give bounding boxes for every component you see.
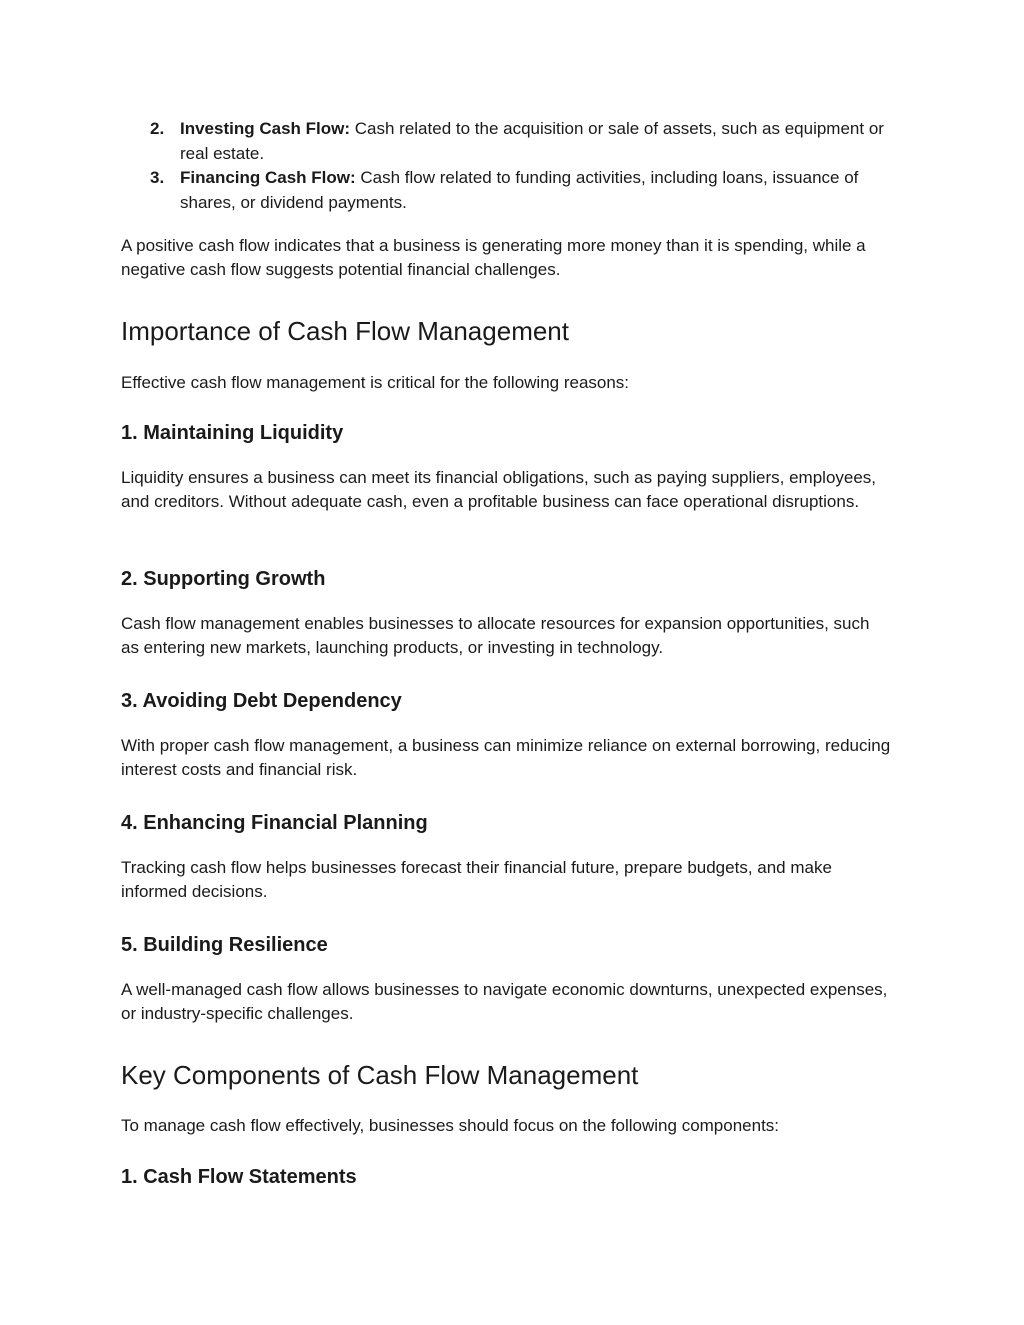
paragraph-liquidity: Liquidity ensures a business can meet its financial obligations, such as paying suppliers, employees, and creditors. Without adequate cash, even a profitable business can face operational disruptions. xyxy=(121,468,877,511)
subheading-planning: 4. Enhancing Financial Planning xyxy=(121,812,428,834)
list-item-number: 3. xyxy=(150,168,165,187)
section-heading-importance: Importance of Cash Flow Management xyxy=(121,316,569,346)
subheading-growth: 2. Supporting Growth xyxy=(121,568,326,590)
cash-flow-types-list xyxy=(121,117,891,215)
intro-paragraph: A positive cash flow indicates that a business is generating more money than it is spending, while a negative cash flow suggests potential financial challenges. xyxy=(121,236,866,279)
list-item-number: 2. xyxy=(150,119,165,138)
paragraph-planning: Tracking cash flow helps businesses forecast their financial future, prepare budgets, and make informed decisions. xyxy=(121,858,832,901)
list-item-text: Cash related to the acquisition or sale of assets, such as equipment or real estate. xyxy=(180,119,884,163)
subheading-resilience: 5. Building Resilience xyxy=(121,934,328,956)
list-item xyxy=(121,117,891,166)
list-item-term: Investing Cash Flow: xyxy=(180,119,351,138)
subheading-debt: 3. Avoiding Debt Dependency xyxy=(121,690,402,712)
paragraph-resilience: A well-managed cash flow allows businesses to navigate economic downturns, unexpected expenses, or industry-specific challenges. xyxy=(121,980,888,1023)
section-heading-components: Key Components of Cash Flow Management xyxy=(121,1060,639,1090)
list-item xyxy=(121,166,891,215)
list-item-term: Financing Cash Flow: xyxy=(180,168,356,187)
paragraph-growth: Cash flow management enables businesses to allocate resources for expansion opportunities, such as entering new markets, launching products, or investing in technology. xyxy=(121,614,870,657)
paragraph-debt: With proper cash flow management, a business can minimize reliance on external borrowing, reducing interest costs and financial risk. xyxy=(121,736,891,779)
list-item-text: Cash flow related to funding activities, including loans, issuance of shares, or dividend payments. xyxy=(180,168,859,212)
section-intro-components: To manage cash flow effectively, businesses should focus on the following components: xyxy=(121,1116,780,1135)
subheading-statements: 1. Cash Flow Statements xyxy=(121,1166,357,1188)
section-intro-importance: Effective cash flow management is critical for the following reasons: xyxy=(121,373,630,392)
subheading-liquidity: 1. Maintaining Liquidity xyxy=(121,422,344,444)
